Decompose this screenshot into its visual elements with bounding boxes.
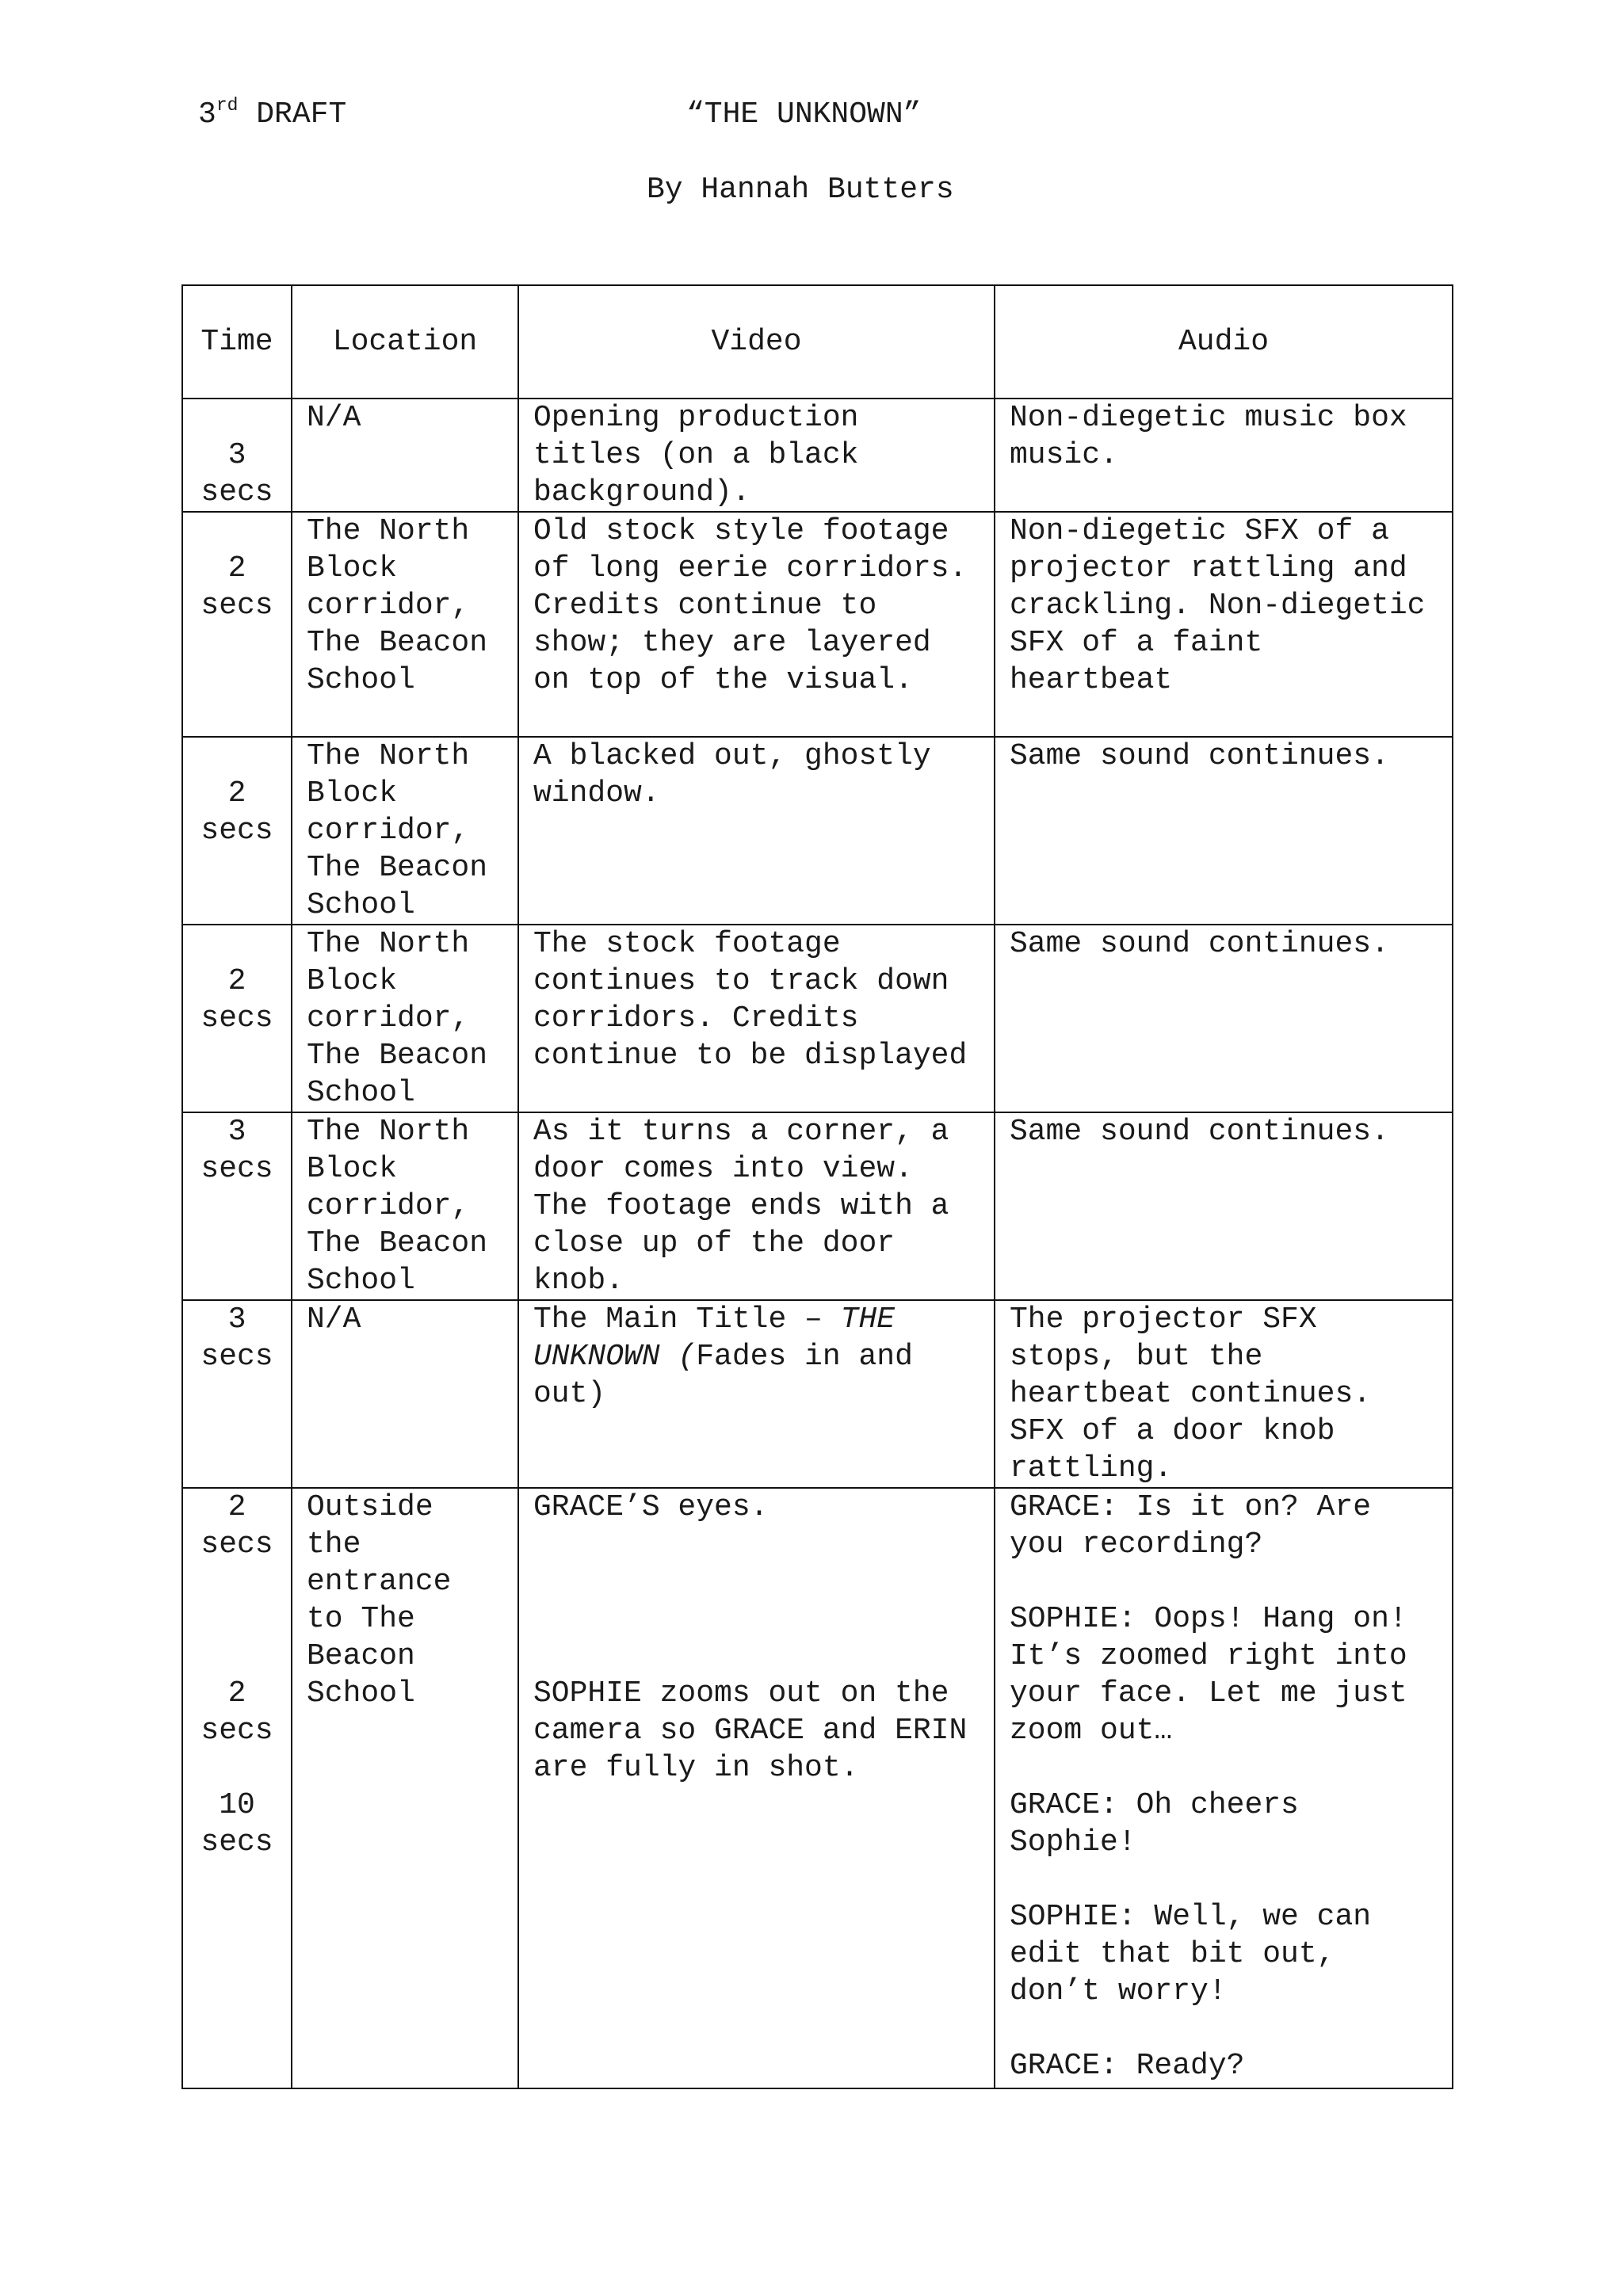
location-cell: N/A [292,1300,518,1488]
video-cell: As it turns a corner, a door comes into view. The footage ends with a close up of the door knob. [518,1112,995,1300]
dialogue-line: GRACE: Ready? [1010,2049,1245,2083]
time-cell [182,512,292,737]
time-unit: secs [200,1527,273,1562]
draft-word: DRAFT [238,97,347,132]
time-unit: secs [200,1001,273,1035]
audio-cell: Non-diegetic music box music. [995,399,1453,512]
time-unit: secs [200,814,273,848]
time-unit: secs [200,1340,273,1374]
column-header-location: Location [292,285,518,399]
time-unit: secs [200,1714,273,1748]
audio-cell: The projector SFX stops, but the heartbeat continues. SFX of a door knob rattling. [995,1300,1453,1488]
time-unit: secs [200,475,273,509]
audio-cell: Non-diegetic SFX of a projector rattling and crackling. Non-diegetic SFX of a faint heartbeat [995,512,1453,737]
time-value: 10 [219,1788,255,1822]
time-value: 2 [227,964,246,998]
time-value: 2 [227,1676,246,1711]
video-title-suffix: Fades in and out) [533,1340,931,1411]
video-shot-2: SOPHIE zooms out on the camera so GRACE and ERIN are fully in shot. [533,1676,986,1785]
draft-label [198,95,347,132]
dialogue-line: GRACE: Is it on? Are you recording? [1010,1490,1389,1562]
table-row [182,512,1453,737]
column-header-time: Time [182,285,292,399]
video-cell [518,1488,995,2088]
draft-number: 3 [198,97,216,132]
video-cell: Opening production titles (on a black background). [518,399,995,512]
location-cell: Outside the entrance to The Beacon School [292,1488,518,2088]
time-cell [182,1112,292,1300]
time-value: 2 [227,551,246,585]
time-cell [182,737,292,925]
time-cell [182,1300,292,1488]
table-header-row [182,285,1453,399]
location-cell: The North Block corridor, The Beacon School [292,925,518,1112]
audio-cell: Same sound continues. [995,1112,1453,1300]
time-value: 2 [227,776,246,810]
video-cell: The stock footage continues to track down corridors. Credits continue to be displayed [518,925,995,1112]
location-cell: The North Block corridor, The Beacon School [292,512,518,737]
audio-cell [995,1488,1453,2088]
script-table [181,284,1453,2089]
table-row [182,1488,1453,2088]
time-unit: secs [200,589,273,623]
time-value: 2 [227,1490,246,1524]
time-unit: secs [200,1152,273,1186]
table-row [182,1300,1453,1488]
draft-ordinal-suffix: rd [216,95,239,116]
time-value: 3 [227,1115,246,1149]
document-title: “THE UNKNOWN” [686,97,922,132]
time-cell [182,925,292,1112]
dialogue-line: SOPHIE: Oops! Hang on! It’s zoomed right into your face. Let me just zoom out… [1010,1602,1426,1748]
table-row [182,925,1453,1112]
column-header-video: Video [518,285,995,399]
column-header-audio: Audio [995,285,1453,399]
video-shot-1: GRACE’S eyes. [533,1490,769,1524]
dialogue-line: GRACE: Oh cheers Sophie! [1010,1788,1317,1859]
time-cell [182,1488,292,2088]
time-value: 3 [227,1302,246,1337]
dialogue-line: SOPHIE: Well, we can edit that bit out, don’t worry! [1010,1900,1389,2008]
table-row [182,1112,1453,1300]
time-cell [182,399,292,512]
video-title-italic: THE UNKNOWN ( [533,1302,913,1374]
location-cell: N/A [292,399,518,512]
location-cell: The North Block corridor, The Beacon School [292,737,518,925]
table-row [182,399,1453,512]
audio-cell: Same sound continues. [995,737,1453,925]
audio-cell: Same sound continues. [995,925,1453,1112]
table-row [182,737,1453,925]
author-line: By Hannah Butters [647,173,954,207]
video-title-prefix: The Main Title – [533,1302,841,1337]
video-cell: Old stock style footage of long eerie corridors. Credits continue to show; they are layered on top of the visual. [518,512,995,737]
time-value: 3 [227,438,246,472]
location-cell: The North Block corridor, The Beacon School [292,1112,518,1300]
video-cell: A blacked out, ghostly window. [518,737,995,925]
video-cell [518,1300,995,1488]
time-unit: secs [200,1825,273,1859]
